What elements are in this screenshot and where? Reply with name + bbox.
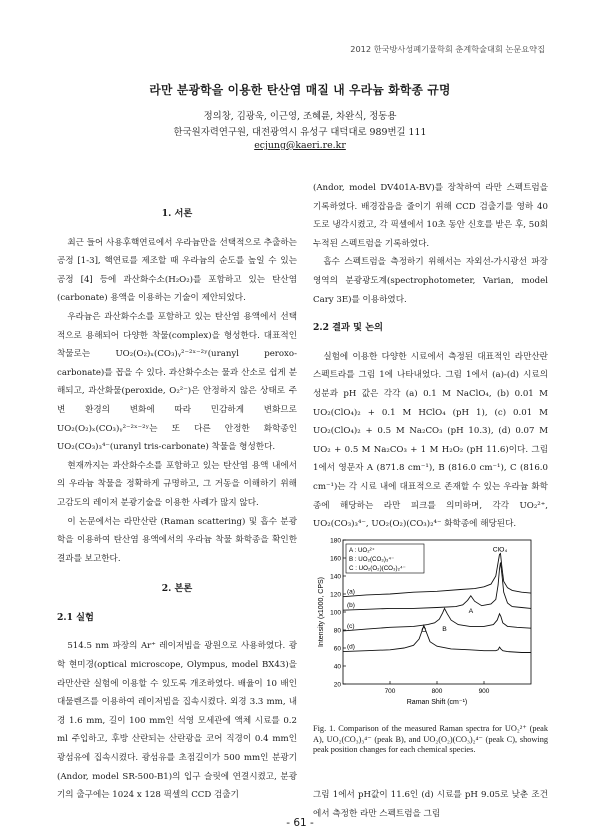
legend-entry: A : UO₂²⁺ — [349, 547, 375, 554]
right-column — [313, 179, 548, 534]
series-label: (b) — [347, 602, 355, 610]
running-header: 2012 한국방사성폐기물학회 춘계학술대회 논문요약집 — [350, 44, 545, 54]
figure-caption: Fig. 1. Comparison of the measured Raman spectra for UO₂²⁺ (peak A), UO₂(CO₃)₃⁴⁻ (peak B), and UO₂(O₂)(CO₃)₂⁴⁻ (peak C), showing peak position changes for each chemical species. — [313, 724, 548, 755]
body-paragraph: 514.5 nm 파장의 Ar⁺ 레이저빔을 광원으로 사용하였다. 광학 현미경(optical microscope, Olympus, model BX43)을 라만산란 실험에 이용할 수 있도록 개조하였다. 배율이 10 배인 대물렌즈를 이용하여 레이저빔을 집속시켰다. 외경 3.3 mm, 내경 1.6 mm, 길이 100 mm인 석영 모세관에 액체 시료를 0.2 ml 주입하고, 후방 산란되는 산란광을 코어 직경이 0.4 mm인 광섬유에 집속시켰다. 광섬유를 초점길이가 500 mm인 분광기(Andor, model SR-500-B1)의 입구 슬릿에 연결시켰고, 분광기의 출구에는 1024 x 128 픽셀의 CCD 검출기 — [57, 641, 297, 801]
body-paragraph: 실험에 이용한 다양한 시료에서 측정된 대표적인 라만산란 스펙트라를 그림 1에 나타내었다. 그림 1에서 (a)-(d) 시료의 성분과 pH 값은 각각 (a) 0.1 M NaClO₄, (b) 0.01 M UO₂(ClO₄)₂ + 0.1 M HClO₄ (pH 1), (c) 0.01 M UO₂(ClO₄)₂ + 0.5 M Na₂CO₃ (pH 10.3), (d) 0.07 M UO₂ + 0.5 M Na₂CO₃ + 1 M H₂O₂ (pH 11.6)이다. 그림 1에서 영문자 A (871.8 cm⁻¹), B (816.0 cm⁻¹), C (816.0 cm⁻¹)는 각 시료 내에 대표적으로 존재할 수 있는 우라늄 화학종에 해당하는 라만 피크를 의미하며, 각각 UO₂²⁺, UO₂(CO₃)₃⁴⁻, UO₂(O₂)(CO₃)₂⁴⁻ 화학종에 해당된다. — [313, 351, 548, 530]
legend-entry: B : UO₂(CO₃)₃⁴⁻ — [349, 556, 395, 563]
x-tick-label: 800 — [431, 688, 443, 695]
x-tick-label: 900 — [478, 688, 490, 695]
y-axis-label: Intensity (x1000, CPS) — [318, 576, 325, 648]
y-tick-label: 100 — [330, 609, 341, 617]
raman-spectra-figure — [313, 532, 548, 720]
series-label: (d) — [347, 643, 355, 651]
section-heading: 1. 서론 — [161, 208, 193, 219]
y-tick-label: 160 — [330, 555, 341, 563]
author-list: 정의창, 김광욱, 이근영, 조혜륜, 차완식, 정동용 — [203, 111, 397, 122]
y-tick-label: 20 — [333, 681, 341, 689]
continuation-paragraph: 그림 1에서 pH값이 11.6인 (d) 시료를 pH 9.05로 낮춘 조건에서 측정한 라만 스펙트럼을 그림 — [313, 790, 548, 819]
y-tick-label: 140 — [330, 573, 341, 581]
spectrum-line-d — [343, 626, 531, 653]
legend-entry: C : UO₂(O₂)(CO₃)₂⁴⁻ — [349, 565, 406, 572]
body-paragraph: (Andor, model DV401A-BV)를 장착하여 라만 스펙트럼을 기록하였다. 배경잡음을 줄이기 위해 CCD 검출기를 영하 40도로 냉각시켰고, 각 픽셀에서 10초 동안 신호를 받은 후, 50회 누적된 스펙트럼을 기록하였다. — [313, 183, 548, 249]
peak-annotation: C — [421, 626, 427, 634]
body-paragraph: 우라늄은 과산화수소를 포함하고 있는 탄산염 용액에서 선택적으로 용해되어 다양한 착물(complex)을 형성한다. 대표적인 착물로는 UO₂(O₂)ₓ(CO₃)ᵧ²⁻²ˣ⁻²ʸ(uranyl peroxo-carbonate)를 꼽을 수 있다. 과산화수소는 물과 산소로 쉽게 분해되고, 과산화물(peroxide, O₂²⁻)은 안정하지 않은 상태로 주변 환경의 변화에 따라 민감하게 변화므로 UO₂(O₂)ₓ(CO₃)ᵧ²⁻²ˣ⁻²ʸ는 또 다른 안정한 화학종인 UO₂(CO₃)₃⁴⁻(uranyl tris-carbonate) 착물을 형성한다. — [57, 311, 297, 453]
x-tick-label: 700 — [384, 688, 396, 695]
section-heading: 2.1 실험 — [57, 611, 94, 623]
section-heading: 2.2 결과 및 논의 — [313, 322, 383, 334]
page-number: - 61 - — [286, 817, 314, 829]
spectrum-line-c — [343, 608, 531, 631]
peak-annotation: A — [468, 607, 474, 615]
body-paragraph: 최근 들어 사용후핵연료에서 우라늄만을 선택적으로 추출하는 공정 [1-3], 핵연료를 제조할 때 우라늄의 순도를 높일 수 있는 공정 [4] 등에 과산화수소(H₂O₂)를 포함하고 있는 탄산염(carbonate) 용액을 이용하는 기술이 제안되었다. — [57, 237, 297, 304]
left-column — [57, 205, 297, 805]
series-label: (a) — [347, 588, 355, 596]
series-label: (c) — [347, 622, 355, 630]
x-axis-label: Raman Shift (cm⁻¹) — [406, 699, 468, 706]
peak-annotation: B — [442, 625, 447, 633]
body-paragraph: 이 논문에서는 라만산란 (Raman scattering) 및 흡수 분광학을 이용하여 탄산염 용액에서의 우라늄 착물 화학종을 확인한 결과를 보고한다. — [57, 516, 297, 564]
contact-email[interactable]: ecjung@kaeri.re.kr — [254, 140, 346, 151]
affiliation: 한국원자력연구원, 대전광역시 유성구 대덕대로 989번길 111 — [173, 127, 427, 138]
paper-title: 라만 분광학을 이용한 탄산염 매질 내 우라늄 화학종 규명 — [149, 83, 451, 97]
body-paragraph: 현재까지는 과산화수소를 포함하고 있는 탄산염 용액 내에서의 우라늄 착물을 정확하게 규명하고, 그 거동을 이해하기 위해 고감도의 레이저 분광기술을 이용한 사례가 많지 않다. — [57, 460, 297, 508]
y-tick-label: 120 — [330, 591, 341, 599]
section-heading: 2. 본론 — [161, 583, 193, 595]
body-paragraph: 흡수 스펙트럼을 측정하기 위해서는 자외선-가시광선 파장 영역의 분광광도계(spectrophotometer, Varian, model Cary 3E)를 이용하였다. — [313, 257, 548, 305]
peak-annotation: ClO₄ — [492, 546, 508, 554]
y-tick-label: 80 — [333, 627, 341, 635]
y-tick-label: 180 — [330, 537, 341, 545]
y-tick-label: 40 — [333, 663, 341, 671]
y-tick-label: 60 — [333, 645, 341, 653]
